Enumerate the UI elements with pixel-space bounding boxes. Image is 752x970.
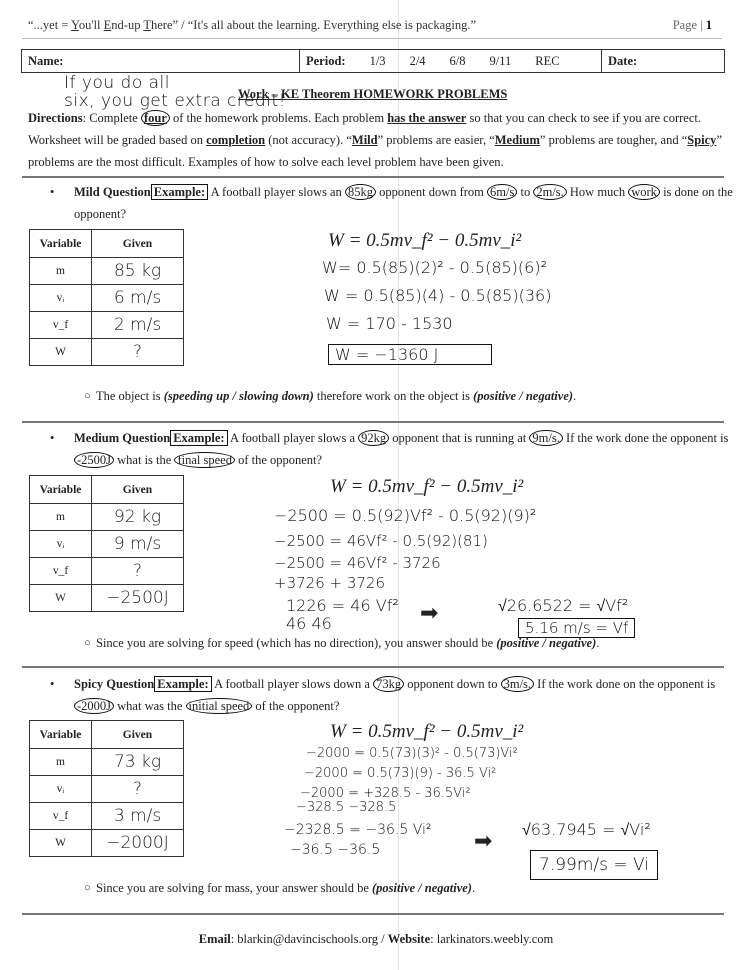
answer-box: 7.99m/s = Vi	[530, 850, 658, 880]
work-step: −2000 = 0.5(73)(9) - 36.5 Vi²	[304, 766, 497, 781]
medium-question: • Medium Question Example: A football player slows a 92kg opponent that is running at 9m/s. If the work done the opponent is -2500J what is the final speed of the opponent?	[50, 431, 729, 467]
period-option[interactable]: 2/4	[409, 53, 426, 68]
page-number: Page | 1	[672, 18, 712, 32]
work-step: −2500 = 46Vf² - 0.5(92)(81)	[274, 532, 488, 550]
work-step: 46 46	[286, 614, 332, 633]
mild-followup: ○ The object is (speeding up / slowing down) therefore work on the object is (positive / negative).	[84, 389, 577, 403]
header-variable: Variable	[30, 476, 92, 504]
section-divider	[22, 176, 724, 178]
var-cell: vᵢ	[30, 285, 92, 312]
var-cell: m	[30, 749, 92, 776]
var-cell: v_f	[30, 558, 92, 585]
arrow-icon: ➡	[474, 828, 493, 853]
header-quote: “...yet = You'll End-up There” / “It's all about the learning. Everything else is packaging.”	[28, 18, 477, 32]
given-cell: 92 kg	[92, 504, 184, 531]
work-step: −36.5 −36.5	[290, 842, 381, 858]
answer-box: 5.16 m/s = Vf	[518, 618, 635, 638]
var-cell: m	[30, 504, 92, 531]
worksheet-title: Work – KE Theorem HOMEWORK PROBLEMS	[238, 87, 508, 101]
section-divider	[22, 913, 724, 915]
header-given: Given	[92, 230, 184, 258]
work-step: −2500 = 0.5(92)Vf² - 0.5(92)(9)²	[274, 506, 537, 525]
given-cell: 73 kg	[92, 749, 184, 776]
header-variable: Variable	[30, 721, 92, 749]
header-given: Given	[92, 721, 184, 749]
work-step: −328.5 −328.5	[296, 800, 397, 815]
given-cell: 6 m/s	[92, 285, 184, 312]
given-cell: 9 m/s	[92, 531, 184, 558]
student-info-row	[21, 49, 725, 73]
work-formula: W = 0.5mv_f² − 0.5mv_i²	[330, 721, 524, 742]
email-link[interactable]: : blarkin@davincischools.org /	[230, 932, 388, 946]
work-step: −2000 = 0.5(73)(3)² - 0.5(73)Vi²	[306, 746, 518, 761]
name-field[interactable]: Name:	[22, 50, 300, 72]
work-step: W = 170 - 1530	[326, 314, 453, 333]
website-link[interactable]: : larkinators.weebly.com	[430, 932, 554, 946]
spicy-followup: ○ Since you are solving for mass, your answer should be (positive / negative).	[84, 881, 476, 895]
handwritten-extra-credit-note: If you do all six, you get extra credit!	[64, 73, 286, 111]
spicy-question: • Spicy Question Example: A football player slows down a 73kg opponent down to 3m/s. If the work done on the opponent is -2000J what was the initial speed of the opponent?	[50, 677, 716, 713]
date-field[interactable]: Date:	[608, 53, 638, 68]
given-cell: −2000J	[92, 830, 184, 857]
given-cell: ?	[92, 339, 184, 366]
period-option[interactable]: 6/8	[449, 53, 466, 68]
footer-contact: Email: blarkin@davincischools.org / Website: larkinators.weebly.com	[198, 932, 554, 946]
var-cell: v_f	[30, 312, 92, 339]
sqrt-step: √26.6522 = √Vf²	[498, 596, 629, 615]
medium-variable-table	[29, 475, 184, 612]
given-cell: −2500J	[92, 585, 184, 612]
header-given: Given	[92, 476, 184, 504]
var-cell: W	[30, 585, 92, 612]
period-option[interactable]: 1/3	[369, 53, 386, 68]
header-variable: Variable	[30, 230, 92, 258]
given-cell: ?	[92, 776, 184, 803]
var-cell: m	[30, 258, 92, 285]
var-cell: W	[30, 830, 92, 857]
sqrt-step: √63.7945 = √Vi²	[522, 820, 651, 839]
var-cell: vᵢ	[30, 531, 92, 558]
medium-followup: ○ Since you are solving for speed (which has no direction), you answer should be (positive / negative).	[84, 636, 600, 650]
work-formula: W = 0.5mv_f² − 0.5mv_i²	[328, 230, 522, 251]
var-cell: vᵢ	[30, 776, 92, 803]
given-cell: 3 m/s	[92, 803, 184, 830]
work-step: −2328.5 = −36.5 Vi²	[284, 822, 432, 838]
period-option[interactable]: REC	[535, 53, 560, 68]
work-step: −2000 = +328.5 - 36.5Vi²	[300, 786, 471, 801]
work-step: 1226 = 46 Vf²	[286, 596, 399, 615]
arrow-icon: ➡	[420, 600, 439, 625]
work-formula: W = 0.5mv_f² − 0.5mv_i²	[330, 476, 524, 497]
work-step: W= 0.5(85)(2)² - 0.5(85)(6)²	[322, 258, 547, 277]
period-field[interactable]: Period: 1/3 2/4 6/8 9/11 REC	[300, 50, 602, 72]
var-cell: v_f	[30, 803, 92, 830]
header-divider	[22, 38, 722, 39]
directions: Directions: Complete four of the homework problems. Each problem has the answer so that you can check to see if you are correct. Worksheet will be graded based on completion (not accuracy). “Mild” problems are easier, “Medium” problems are tougher, and “Spicy” problems are the most difficult. Examples of how to solve each level problem have been given.	[28, 111, 722, 169]
work-step: +3726 + 3726	[274, 574, 386, 592]
work-step: −2500 = 46Vf² - 3726	[274, 554, 441, 572]
work-step: W = 0.5(85)(4) - 0.5(85)(36)	[324, 286, 552, 305]
mild-question: • Mild Question Example: A football player slows an 85kg opponent down from 6m/s to 2m/s. How much work is done on the opponent?	[50, 185, 733, 221]
period-option[interactable]: 9/11	[489, 53, 512, 68]
given-cell: ?	[92, 558, 184, 585]
section-divider	[22, 666, 724, 668]
spicy-variable-table	[29, 720, 184, 857]
var-cell: W	[30, 339, 92, 366]
answer-box: W = −1360 J	[328, 344, 492, 365]
section-divider	[22, 421, 724, 423]
mild-variable-table	[29, 229, 184, 366]
given-cell: 85 kg	[92, 258, 184, 285]
given-cell: 2 m/s	[92, 312, 184, 339]
